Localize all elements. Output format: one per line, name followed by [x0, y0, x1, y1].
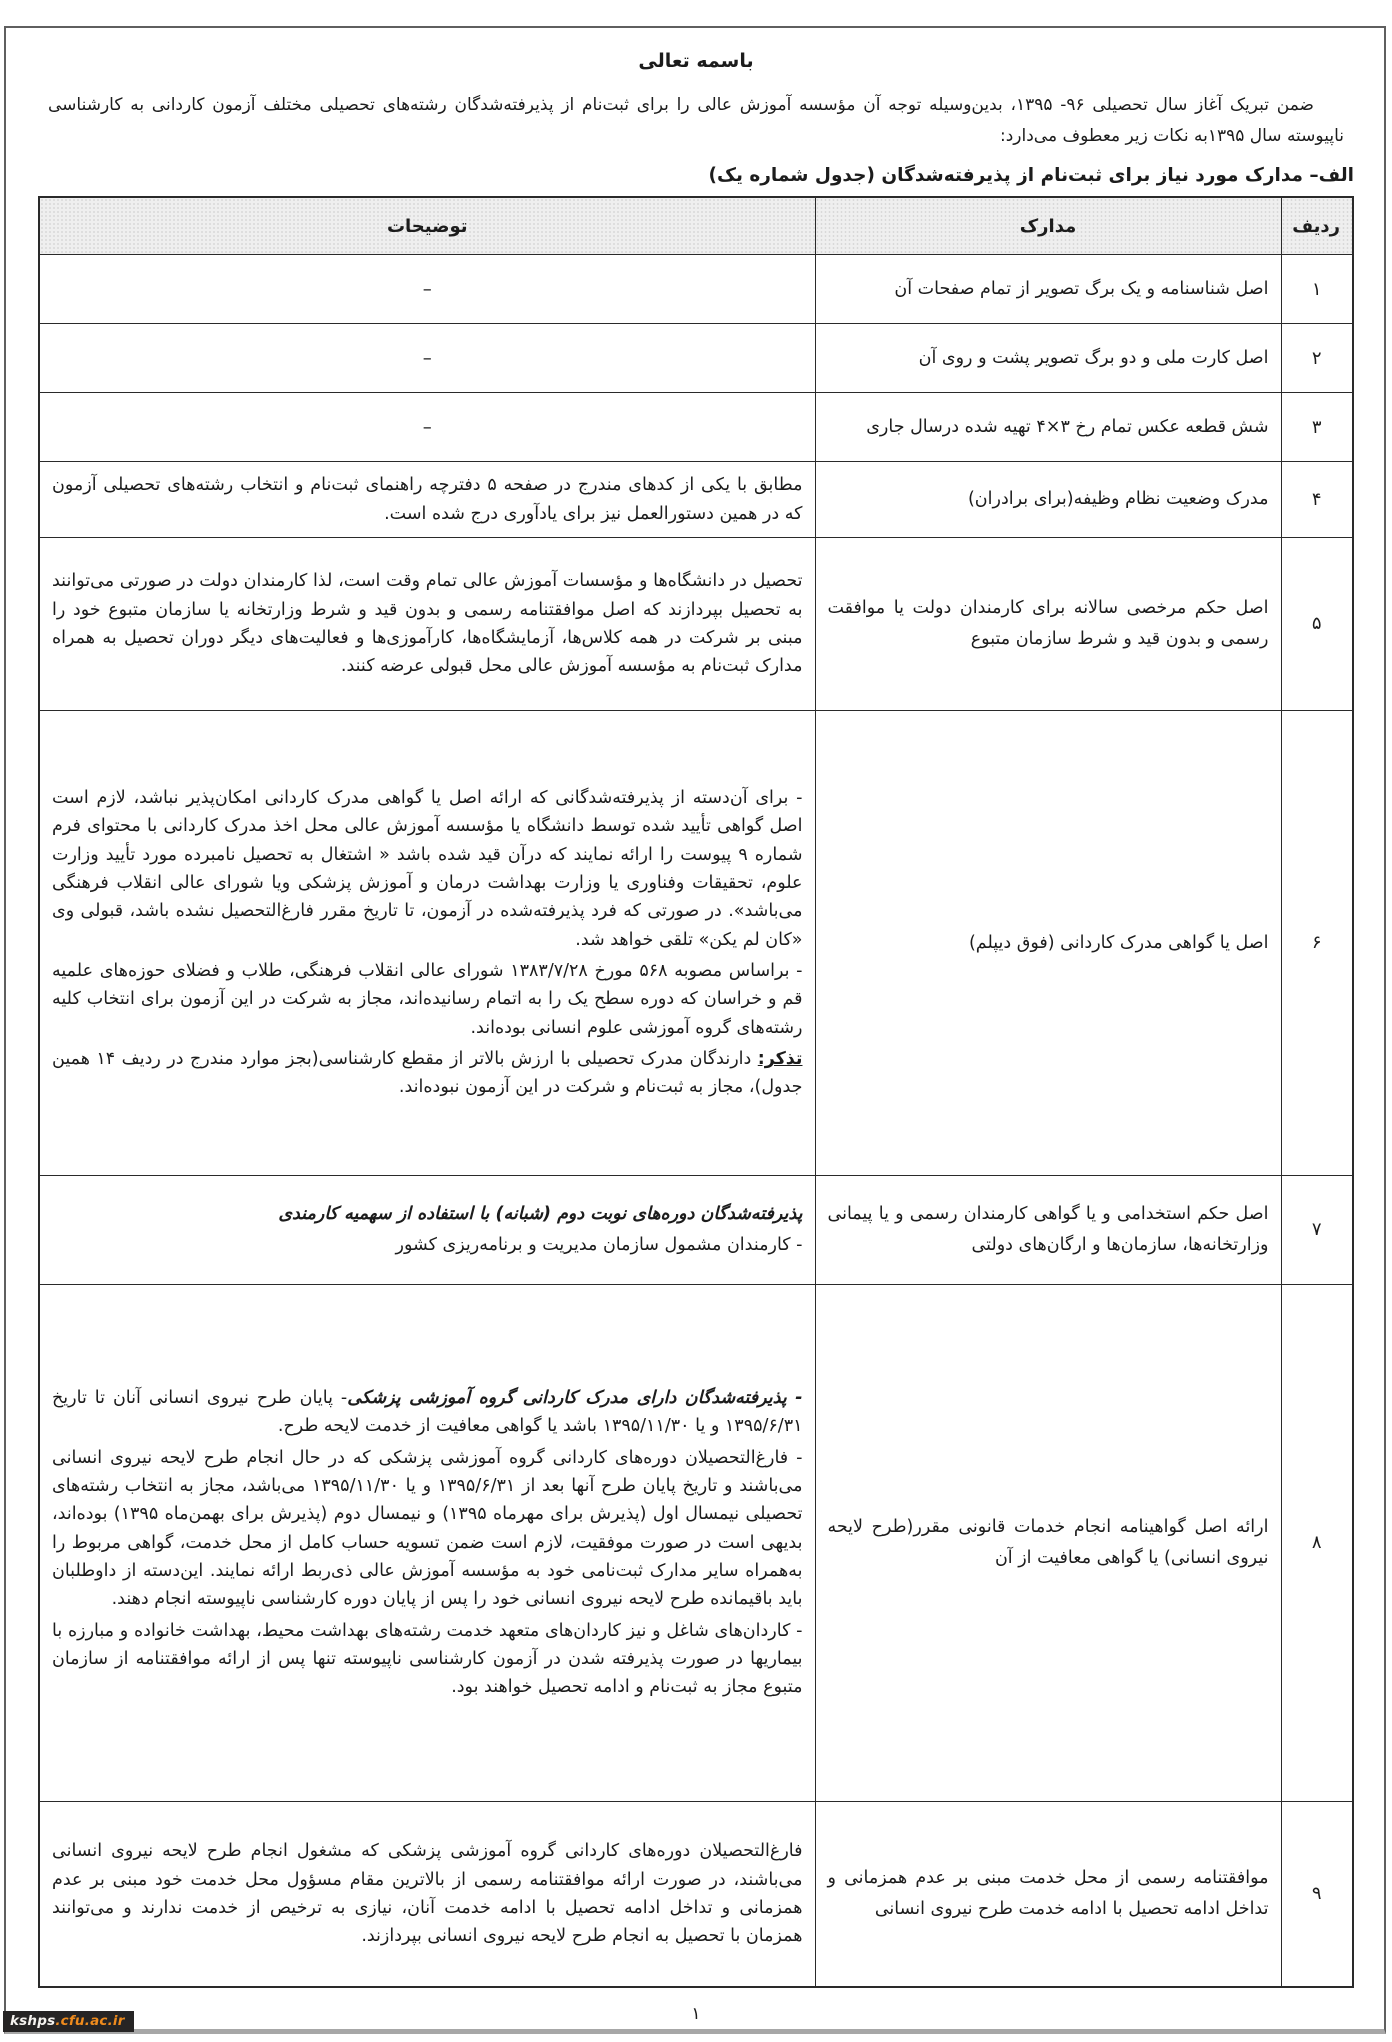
notes-segment: - کارمندان مشمول سازمان مدیریت و برنامه‌ریزی کشور: [395, 1235, 803, 1256]
notes-cell: [39, 1801, 815, 1987]
row-number-cell: ۲: [1281, 324, 1353, 393]
table-row: [39, 393, 1353, 462]
notes-segment: - پذیرفته‌شدگان دارای مدرک کاردانی گروه آموزشی پزشکی: [347, 1387, 803, 1408]
row-number-cell: ۸: [1281, 1284, 1353, 1801]
table-row: [39, 255, 1353, 324]
notes-paragraph: [52, 1231, 803, 1259]
page-content: [38, 38, 1354, 2024]
notes-segment: –: [422, 278, 432, 300]
notes-cell: [39, 324, 815, 393]
page-number: ۱: [691, 2003, 701, 2024]
watermark-suffix: .cfu.ac.ir: [55, 2013, 125, 2029]
notes-paragraph: [52, 1837, 803, 1950]
docs-cell: [815, 462, 1281, 538]
notes-paragraph: [52, 1444, 803, 1614]
header-notes: توضیحات: [39, 197, 815, 255]
notes-segment: - براساس مصوبه ۵۶۸ مورخ ۱۳۸۳/۷/۲۸ شورای عالی انقلاب فرهنگی، طلاب و فضلای حوزه‌های علمیه قم و خراسان که دوره سطح یک را به اتمام رسانیده‌اند، مجاز به شرکت در این آزمون برای انتخاب کلیه رشته‌های گروه آموزشی علوم انسانی بوده‌اند.: [52, 961, 803, 1038]
docs-text: مدرک وضعیت نظام وظیفه(برای برادران): [967, 489, 1269, 510]
row-number-cell: ۶: [1281, 710, 1353, 1175]
docs-cell: [815, 1175, 1281, 1284]
row-number-cell: ۴: [1281, 462, 1353, 538]
notes-cell: [39, 255, 815, 324]
notes-cell: [39, 710, 815, 1175]
notes-segment: –: [422, 347, 432, 369]
docs-text: اصل شناسنامه و یک برگ تصویر از تمام صفحات آن: [894, 278, 1269, 299]
docs-cell: [815, 1801, 1281, 1987]
notes-segment: پذیرفته‌شدگان دوره‌های نوبت دوم (شبانه) با استفاده از سهمیه کارمندی: [278, 1204, 803, 1225]
row-number-cell: ۱: [1281, 255, 1353, 324]
docs-cell: [815, 537, 1281, 710]
notes-paragraph: [52, 413, 803, 442]
header-row-number: ردیف: [1281, 197, 1353, 255]
notes-paragraph: [52, 784, 803, 954]
table-row: [39, 537, 1353, 710]
watermark-badge: [3, 2011, 134, 2032]
bismillah-heading: باسمه تعالی: [638, 50, 754, 72]
docs-text: اصل حکم مرخصی سالانه برای کارمندان دولت یا موافقت رسمی و بدون قید و شرط سازمان متبوع: [827, 598, 1269, 649]
notes-segment: - برای آن‌دسته از پذیرفته‌شدگانی که ارائه اصل یا گواهی مدرک کاردانی امکان‌پذیر نباشد، لازم است اصل گواهی تأیید شده توسط دانشگاه یا مؤسسه آموزش عالی محل اخذ مدرک کاردانی با محتوای فرم شماره ۹ پیوست را ارائه نمایند که درآن قید شده باشد « اشتغال به تحصیل نامبرده مورد تأیید وزارت علوم، تحقیقات وفناوری یا وزارت بهداشت درمان و آموزش پزشکی ویا شورای عالی انقلاب فرهنگی می‌باشد». در صورتی که فرد پذیرفته‌شده در آزمون، تا تاریخ مقرر فارغ‌التحصیل نشده باشد، قبولی وی «کان لم یکن» تلقی خواهد شد.: [52, 787, 803, 950]
notes-paragraph: [52, 275, 803, 304]
table-header-row: [39, 197, 1353, 255]
docs-text: اصل یا گواهی مدرک کاردانی (فوق دیپلم): [968, 932, 1269, 953]
docs-text: ارائه اصل گواهینامه انجام خدمات قانونی مقرر(طرح لایحه نیروی انسانی) یا گواهی معافیت از آن: [827, 1517, 1269, 1568]
notes-segment: - پایان طرح نیروی انسانی آنان تا تاریخ ۱۳۹۵/۶/۳۱ و یا ۱۳۹۵/۱۱/۳۰ باشد یا گواهی معافیت از خدمت لایحه طرح.: [52, 1387, 803, 1437]
notes-cell: [39, 462, 815, 538]
notes-segment: دارندگان مدرک تحصیلی با ارزش بالاتر از مقطع کارشناسی(بجز موارد مندرج در ردیف ۱۴ همین جدول)، مجاز به ثبت‌نام و شرکت در این آزمون نبوده‌اند.: [52, 1049, 803, 1098]
docs-text: موافقتنامه رسمی از محل خدمت مبنی بر عدم همزمانی و تداخل ادامه تحصیل با ادامه خدمت طرح نیروی انسانی: [827, 1868, 1269, 1919]
section-title: الف– مدارک مورد نیاز برای ثبت‌نام از پذیرفته‌شدگان (جدول شماره یک): [708, 165, 1354, 187]
notes-cell: [39, 1175, 815, 1284]
docs-text: شش قطعه عکس تمام رخ ۳×۴ تهیه شده درسال جاری: [866, 416, 1269, 437]
watermark-prefix: kshps: [10, 2013, 56, 2029]
docs-cell: [815, 1284, 1281, 1801]
row-number-cell: ۹: [1281, 1801, 1353, 1987]
notes-segment: تحصیل در دانشگاه‌ها و مؤسسات آموزش عالی تمام وقت است، لذا کارمندان دولت در صورتی می‌توانند به تحصیل بپردازند که اصل موافقتنامه رسمی و بدون قید و شرط وزارتخانه یا سازمان متبوع خود را مبنی بر شرکت در همه کلاس‌ها، آزمایشگاه‌ها، کارآموزی‌ها و فعالیت‌های دیگر دوران تحصیل به همراه مدارک ثبت‌نام به مؤسسه آموزش عالی محل قبولی عرضه کنند.: [52, 571, 803, 677]
notes-paragraph: [52, 1384, 803, 1441]
notes-segment: –: [422, 416, 432, 438]
notes-segment: مطابق با یکی از کدهای مندرج در صفحه ۵ دفترچه راهنمای ثبت‌نام و انتخاب رشته‌های تحصیلی آزمون که در همین دستورالعمل نیز برای یادآوری درج شده است.: [52, 475, 803, 524]
docs-cell: [815, 393, 1281, 462]
table-row: [39, 324, 1353, 393]
docs-text: اصل حکم استخدامی و یا گواهی کارمندان رسمی و یا پیمانی وزارتخانه‌ها، سازمان‌ها و ارگان‌های دولتی: [827, 1204, 1269, 1255]
notes-paragraph: [52, 957, 803, 1042]
notes-paragraph: [52, 1617, 803, 1702]
docs-cell: [815, 710, 1281, 1175]
row-number-cell: ۷: [1281, 1175, 1353, 1284]
table-row: [39, 1175, 1353, 1284]
docs-cell: [815, 324, 1281, 393]
notes-segment: تذکر:: [757, 1049, 803, 1070]
notes-paragraph: [52, 1200, 803, 1228]
table-row: [39, 710, 1353, 1175]
notes-paragraph: [52, 567, 803, 680]
row-number-cell: ۳: [1281, 393, 1353, 462]
notes-paragraph: [52, 471, 803, 528]
notes-cell: [39, 1284, 815, 1801]
notes-segment: - کاردان‌های شاغل و نیز کاردان‌های متعهد خدمت رشته‌های بهداشت محیط، بهداشت خانواده و مبارزه با بیماریها در صورت پذیرفته شدن در آزمون کارشناسی ناپیوسته تنها پس از ارائه موافقتنامه از سازمان متبوع مجاز به ثبت‌نام و ادامه تحصیل خواهند بود.: [52, 1620, 803, 1698]
notes-cell: [39, 537, 815, 710]
notes-segment: - فارغ‌التحصیلان دوره‌های کاردانی گروه آموزشی پزشکی که در حال انجام طرح لایحه نیروی انسانی می‌باشند و تاریخ پایان طرح آنها بعد از ۱۳۹۵/۶/۳۱ و یا ۱۳۹۵/۱۱/۳۰ می‌باشد، مجاز به انتخاب رشته‌های تحصیلی نیمسال اول (پذیرش برای مهرماه ۱۳۹۵) و نیمسال دوم (پذیرش برای بهمن‌ماه ۱۳۹۵) بوده‌اند، بدیهی است در صورت موفقیت، لازم است ضمن تسویه حساب کامل از محل خدمت، گواهی مربوط را به‌همراه سایر مدارک ثبت‌نامی خود به مؤسسه آموزش عالی ذی‌ربط ارائه نمایند. این‌دسته از داوطلبان باید باقیمانده طرح لایحه نیروی انسانی خود را پس از پایان دوره کارشناسی ناپیوسته انجام دهند.: [52, 1447, 803, 1610]
notes-cell: [39, 393, 815, 462]
table-row: [39, 1801, 1353, 1987]
table-row: [39, 1284, 1353, 1801]
header-docs: مدارک: [815, 197, 1281, 255]
docs-cell: [815, 255, 1281, 324]
table-row: [39, 462, 1353, 538]
docs-text: اصل کارت ملی و دو برگ تصویر پشت و روی آن: [918, 347, 1269, 368]
notes-segment: فارغ‌التحصیلان دوره‌های کاردانی گروه آموزشی پزشکی که مشغول انجام طرح لایحه نیروی انسانی می‌باشند، در صورت ارائه موافقتنامه رسمی از بالاترین مقام مسؤول محل خدمت خود مبنی بر عدم همزمانی و تداخل ادامه تحصیل با ادامه خدمت آنان، نیازی به ترخیص از خدمت ندارند و می‌توانند همزمان با تحصیل به انجام طرح لایحه نیروی انسانی بپردازند.: [52, 1841, 803, 1947]
row-number-cell: ۵: [1281, 537, 1353, 710]
requirements-table: [38, 196, 1354, 1988]
notes-paragraph: [52, 344, 803, 373]
notes-paragraph: [52, 1045, 803, 1102]
intro-paragraph: ضمن تبریک آغاز سال تحصیلی ۹۶- ۱۳۹۵، بدین‌وسیله توجه آن مؤسسه آموزش عالی را برای ثبت‌نام از پذیرفته‌شدگان رشته‌های تحصیلی مختلف آزمون کاردانی به کارشناسی ناپیوسته سال ۱۳۹۵به نکات زیر معطوف می‌دارد:: [48, 95, 1344, 146]
